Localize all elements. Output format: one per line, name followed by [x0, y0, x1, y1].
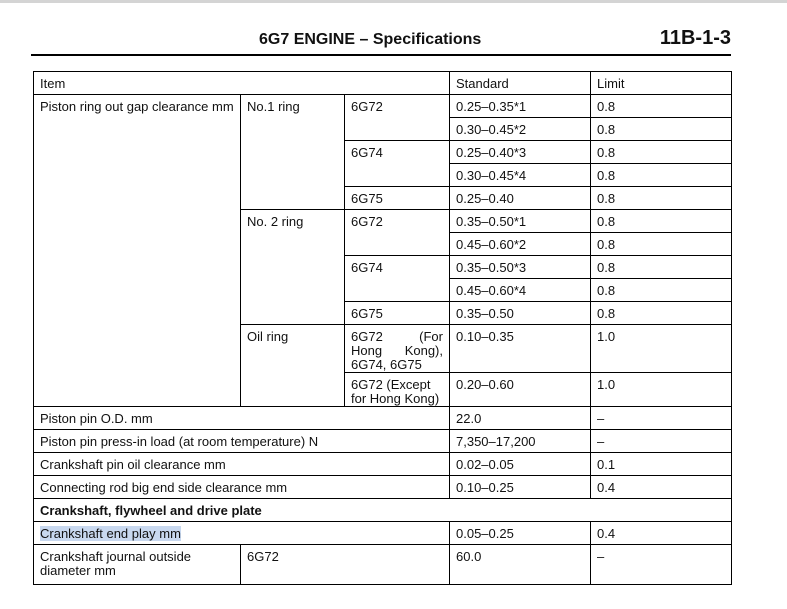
- item-cell: Connecting rod big end side clearance mm: [34, 476, 450, 499]
- limit-cell: –: [591, 407, 732, 430]
- model-cell: 6G72: [345, 95, 450, 141]
- standard-cell: 0.45–0.60*2: [450, 233, 591, 256]
- model-cell: 6G75: [345, 187, 450, 210]
- standard-cell: 0.25–0.40: [450, 187, 591, 210]
- limit-cell: –: [591, 430, 732, 453]
- model-cell: 6G72: [241, 545, 450, 585]
- page-title: [259, 31, 481, 49]
- no2-ring-cell: No. 2 ring: [241, 210, 345, 325]
- standard-cell: 0.35–0.50*3: [450, 256, 591, 279]
- standard-cell: 0.02–0.05: [450, 453, 591, 476]
- limit-cell: 0.8: [591, 233, 732, 256]
- model-cell: 6G72 (For Hong Kong), 6G74, 6G75: [345, 325, 450, 373]
- limit-cell: 0.8: [591, 279, 732, 302]
- standard-cell: 0.45–0.60*4: [450, 279, 591, 302]
- standard-cell: 0.35–0.50: [450, 302, 591, 325]
- section-heading: Crankshaft, flywheel and drive plate: [34, 499, 732, 522]
- model-cell: 6G72: [345, 210, 450, 256]
- standard-cell: 0.30–0.45*2: [450, 118, 591, 141]
- specifications-table: [33, 71, 732, 585]
- table-row: [34, 453, 732, 476]
- table-header-row: [34, 72, 732, 95]
- standard-cell: 0.05–0.25: [450, 522, 591, 545]
- table-row: [34, 522, 732, 545]
- limit-cell: 0.8: [591, 187, 732, 210]
- standard-cell: 0.10–0.35: [450, 325, 591, 373]
- title-engine: 6G7 ENGINE: [259, 31, 356, 48]
- table-row: [34, 430, 732, 453]
- limit-cell: –: [591, 545, 732, 585]
- limit-cell: 1.0: [591, 373, 732, 407]
- item-cell: Piston pin O.D. mm: [34, 407, 450, 430]
- table-row: [34, 476, 732, 499]
- highlighted-text[interactable]: Crankshaft end play mm: [40, 526, 181, 541]
- title-section: Specifications: [372, 31, 482, 48]
- standard-cell: 0.10–0.25: [450, 476, 591, 499]
- model-cell: 6G74: [345, 256, 450, 302]
- limit-cell: 0.1: [591, 453, 732, 476]
- limit-cell: 0.8: [591, 302, 732, 325]
- table-row: [34, 545, 732, 585]
- piston-ring-item-cell: Piston ring out gap clearance mm: [34, 95, 241, 407]
- limit-cell: 0.8: [591, 164, 732, 187]
- item-cell: Crankshaft journal outside diameter mm: [34, 545, 241, 585]
- table-row: [34, 95, 732, 118]
- limit-cell: 0.8: [591, 210, 732, 233]
- col-header-standard: Standard: [450, 72, 591, 95]
- limit-cell: 0.8: [591, 141, 732, 164]
- col-header-limit: Limit: [591, 72, 732, 95]
- limit-cell: 1.0: [591, 325, 732, 373]
- page-number: 11B-1-3: [659, 27, 731, 49]
- standard-cell: 0.30–0.45*4: [450, 164, 591, 187]
- standard-cell: 22.0: [450, 407, 591, 430]
- section-heading-row: [34, 499, 732, 522]
- standard-cell: 0.35–0.50*1: [450, 210, 591, 233]
- standard-cell: 0.25–0.35*1: [450, 95, 591, 118]
- oil-ring-cell: Oil ring: [241, 325, 345, 407]
- page-header: [31, 24, 731, 56]
- standard-cell: 60.0: [450, 545, 591, 585]
- item-cell: [34, 522, 450, 545]
- limit-cell: 0.8: [591, 256, 732, 279]
- title-dash: –: [359, 31, 369, 48]
- limit-cell: 0.4: [591, 476, 732, 499]
- col-header-item: Item: [34, 72, 450, 95]
- limit-cell: 0.8: [591, 95, 732, 118]
- top-edge-bar: [0, 0, 787, 3]
- standard-cell: 0.25–0.40*3: [450, 141, 591, 164]
- table-row: [34, 407, 732, 430]
- limit-cell: 0.4: [591, 522, 732, 545]
- standard-cell: 7,350–17,200: [450, 430, 591, 453]
- item-cell: Piston pin press-in load (at room temperature) N: [34, 430, 450, 453]
- model-cell: 6G74: [345, 141, 450, 187]
- model-cell: 6G72 (Except for Hong Kong): [345, 373, 450, 407]
- standard-cell: 0.20–0.60: [450, 373, 591, 407]
- no1-ring-cell: No.1 ring: [241, 95, 345, 210]
- item-cell: Crankshaft pin oil clearance mm: [34, 453, 450, 476]
- model-cell: 6G75: [345, 302, 450, 325]
- limit-cell: 0.8: [591, 118, 732, 141]
